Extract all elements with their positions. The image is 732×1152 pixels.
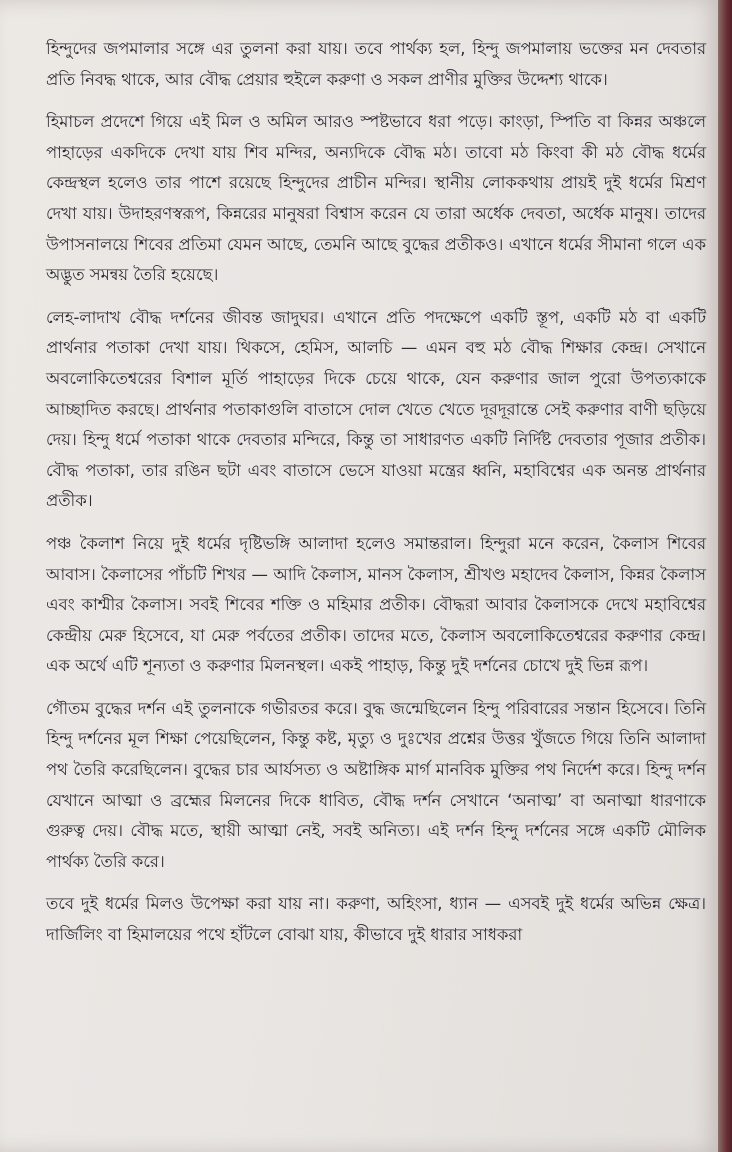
paragraph-common-ground: তবে দুই ধর্মের মিলও উপেক্ষা করা যায় না। করুণা, অহিংসা, ধ্যান — এসবই দুই ধর্মের অভিন্ন ক্ষেত্র। দার্জিলিং বা হিমালয়ের পথে হাঁটলে বোঝা যায়, কীভাবে দুই ধারার সাধকরা [46,894,706,945]
paragraph-panch-kailash: পঞ্চ কৈলাশ নিয়ে দুই ধর্মের দৃষ্টিভঙ্গি আলাদা হলেও সমান্তরাল। হিন্দুরা মনে করেন, কৈলাস শিবের আবাস। কৈলাসের পাঁচটি শিখর — আদি কৈলাস, মানস কৈলাস, শ্রীখণ্ড মহাদেব কৈলাস, কিন্নর কৈলাস এবং কাশ্মীর কৈলাস। সবই শিবের শক্তি ও মহিমার প্রতীক। বৌদ্ধরা আবার কৈলাসকে দেখে মহাবিশ্বের কেন্দ্রীয় মেরু হিসেবে, যা মেরু পর্বতের প্রতীক। তাদের মতে, কৈলাস অবলোকিতেশ্বরের করুণার কেন্দ্র। এক অর্থে এটি শূন্যতা ও করুণার মিলনস্থল। একই পাহাড়, কিন্তু দুই দর্শনের চোখে দুই ভিন্ন রূপ। [46,533,706,676]
page-body-text [46,34,706,951]
paragraph-himachal-pradesh: হিমাচল প্রদেশে গিয়ে এই মিল ও অমিল আরও স্পষ্টভাবে ধরা পড়ে। কাংড়া, স্পিতি বা কিন্নর অঞ্চলে পাহাড়ের একদিকে দেখা যায় শিব মন্দির, অন্যদিকে বৌদ্ধ মঠ। তাবো মঠ কিংবা কী মঠ বৌদ্ধ ধর্মের কেন্দ্রস্থল হলেও তার পাশে রয়েছে হিন্দুদের প্রাচীন মন্দির। স্থানীয় লোককথায় প্রায়ই দুই ধর্মের মিশ্রণ দেখা যায়। উদাহরণস্বরূপ, কিন্নরের মানুষরা বিশ্বাস করেন যে তারা অর্ধেক দেবতা, অর্ধেক মানুষ। তাদের উপাসনালয়ে শিবের প্রতিমা যেমন আছে, তেমনি আছে বুদ্ধের প্রতীকও। এখানে ধর্মের সীমানা গলে এক অদ্ভুত সমন্বয় তৈরি হয়েছে। [46,112,706,285]
paragraph-japamala-comparison: হিন্দুদের জপমালার সঙ্গে এর তুলনা করা যায়। তবে পার্থক্য হল, হিন্দু জপমালায় ভক্তের মন দেবতার প্রতি নিবদ্ধ থাকে, আর বৌদ্ধ প্রেয়ার হুইলে করুণা ও সকল প্রাণীর মুক্তির উদ্দেশ্য থাকে। [46,39,706,89]
paragraph-leh-ladakh: লেহ-লাদাখ বৌদ্ধ দর্শনের জীবন্ত জাদুঘর। এখানে প্রতি পদক্ষেপে একটি স্তূপ, একটি মঠ বা একটি প্রার্থনার পতাকা দেখা যায়। থিকসে, হেমিস, আলচি — এমন বহু মঠ বৌদ্ধ শিক্ষার কেন্দ্র। সেখানে অবলোকিতেশ্বরের বিশাল মূর্তি পাহাড়ের দিকে চেয়ে থাকে, যেন করুণার জাল পুরো উপত্যকাকে আচ্ছাদিত করছে। প্রার্থনার পতাকাগুলি বাতাসে দোল খেতে খেতে দূরদূরান্তে সেই করুণার বাণী ছড়িয়ে দেয়। হিন্দু ধর্মে পতাকা থাকে দেবতার মন্দিরে, কিন্তু তা সাধারণত একটি নির্দিষ্ট দেবতার পূজার প্রতীক। বৌদ্ধ পতাকা, তার রঙিন ছটা এবং বাতাসে ভেসে যাওয়া মন্ত্রের ধ্বনি, মহাবিশ্বের এক অনন্ত প্রার্থনার প্রতীক। [46,307,706,511]
paragraph-gautam-buddha: গৌতম বুদ্ধের দর্শন এই তুলনাকে গভীরতর করে। বুদ্ধ জন্মেছিলেন হিন্দু পরিবারের সন্তান হিসেবে। তিনি হিন্দু দর্শনের মূল শিক্ষা পেয়েছিলেন, কিন্তু কষ্ট, মৃত্যু ও দুঃখের প্রশ্নের উত্তর খুঁজতে গিয়ে তিনি আলাদা পথ তৈরি করেছিলেন। বুদ্ধের চার আর্যসত্য ও অষ্টাঙ্গিক মার্গ মানবিক মুক্তির পথ নির্দেশ করে। হিন্দু দর্শন যেখানে আত্মা ও ব্রহ্মের মিলনের দিকে ধাবিত, বৌদ্ধ দর্শন সেখানে ‘অনাত্ম’ বা অনাত্মা ধারণাকে গুরুত্ব দেয়। বৌদ্ধ মতে, স্থায়ী আত্মা নেই, সবই অনিত্য। এই দর্শন হিন্দু দর্শনের সঙ্গে একটি মৌলিক পার্থক্য তৈরি করে। [46,698,706,871]
book-page-edge [718,0,732,1152]
